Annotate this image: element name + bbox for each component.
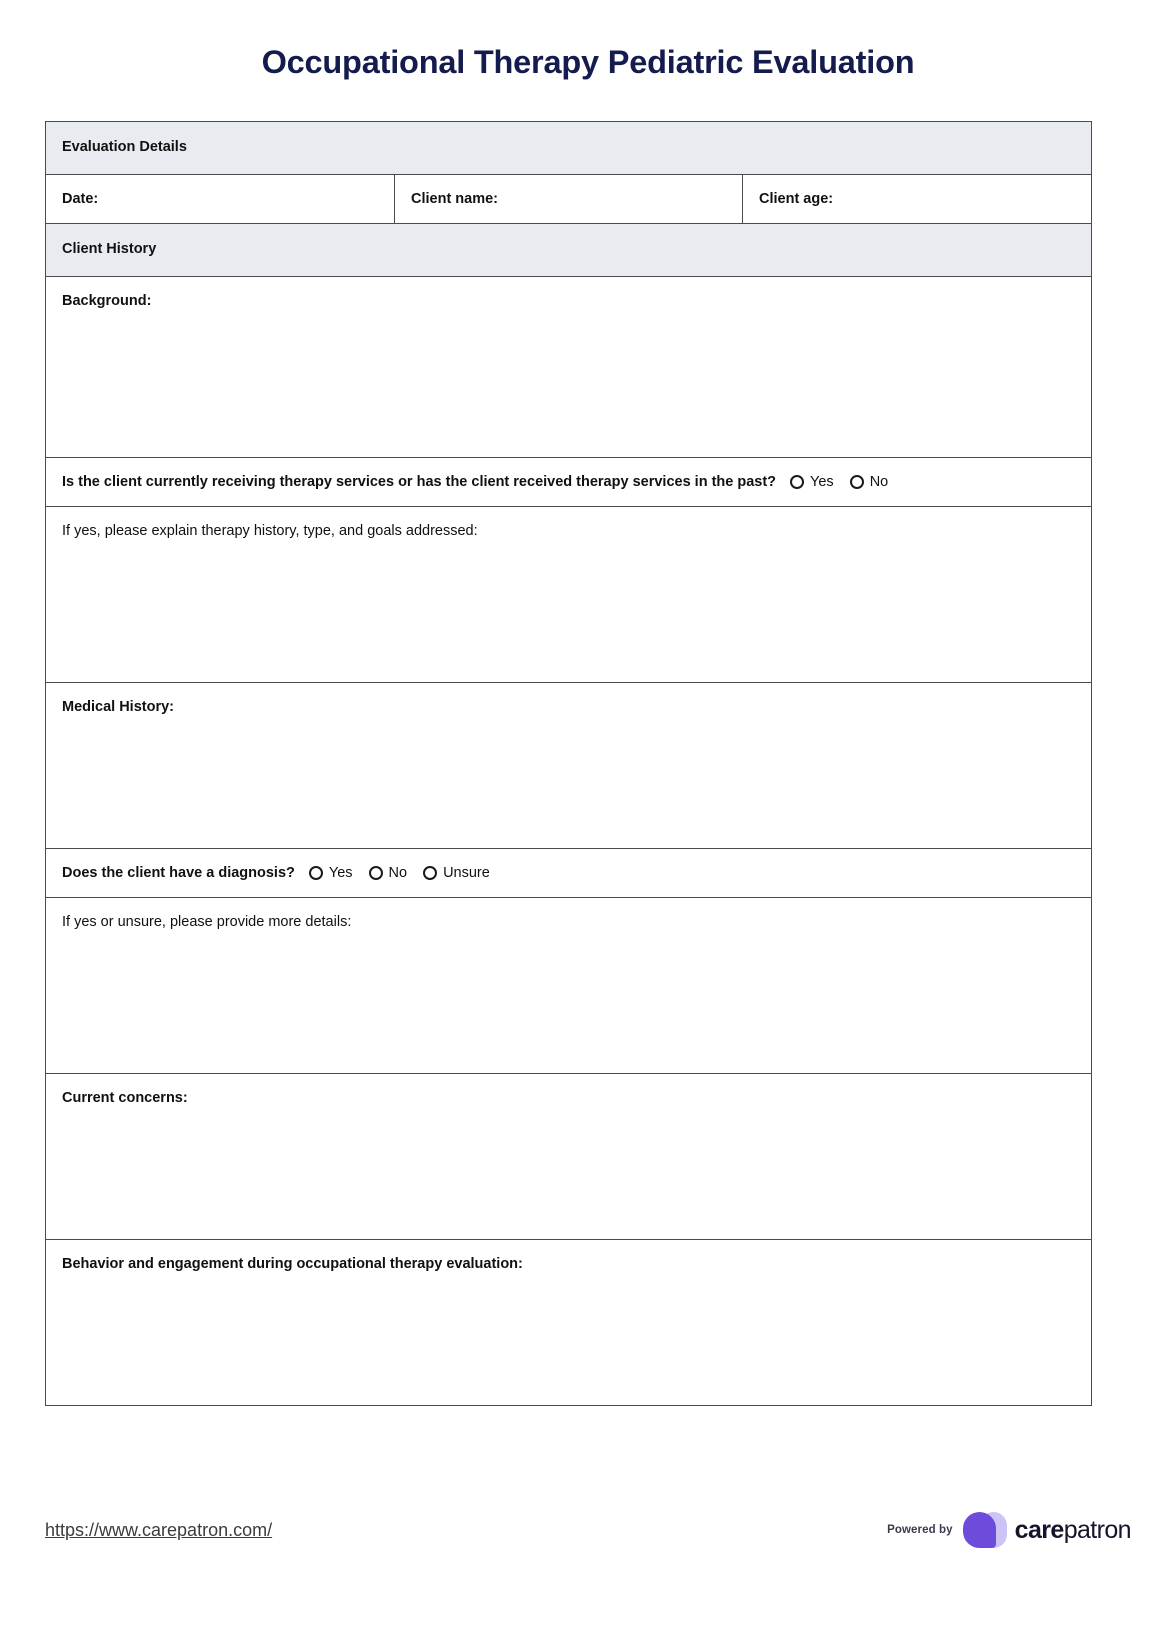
question-cell-diagnosis bbox=[46, 849, 1092, 898]
table-row-background bbox=[46, 277, 1092, 458]
field-label-therapy-explain: If yes, please explain therapy history, type, and goals addressed: bbox=[62, 523, 478, 539]
question-text-therapy-services: Is the client currently receiving therapy services or has the client received therapy services in the past? bbox=[62, 474, 777, 490]
field-cell-client-age[interactable] bbox=[743, 175, 1092, 224]
table-row-behavior-engagement bbox=[46, 1240, 1092, 1406]
field-cell-medical-history[interactable] bbox=[46, 683, 1092, 849]
table-row-current-concerns bbox=[46, 1074, 1092, 1240]
page-title: Occupational Therapy Pediatric Evaluation bbox=[261, 44, 915, 80]
page-footer bbox=[45, 1490, 1131, 1570]
logo-drop-shape bbox=[963, 1512, 996, 1548]
field-cell-background[interactable] bbox=[46, 277, 1092, 458]
field-label-medical-history: Medical History: bbox=[62, 699, 174, 715]
evaluation-form-table bbox=[45, 121, 1092, 1406]
table-row-diagnosis-question bbox=[46, 849, 1092, 898]
field-cell-current-concerns[interactable] bbox=[46, 1074, 1092, 1240]
radio-group-therapy-services bbox=[790, 474, 904, 490]
radio-label-diagnosis-no: No bbox=[388, 865, 408, 881]
table-row-therapy-question bbox=[46, 458, 1092, 507]
section-header-cell-client-history bbox=[46, 224, 1092, 277]
section-header-row-evaluation-details bbox=[46, 122, 1092, 175]
section-heading-evaluation-details: Evaluation Details bbox=[62, 139, 187, 155]
radio-option-diagnosis-no[interactable] bbox=[369, 865, 408, 881]
radio-circle-icon[interactable] bbox=[369, 866, 383, 880]
radio-group-diagnosis bbox=[309, 865, 506, 881]
radio-label-diagnosis-yes: Yes bbox=[328, 865, 353, 881]
carepatron-logo-icon bbox=[963, 1512, 1007, 1548]
carepatron-url-link[interactable]: https://www.carepatron.com/ bbox=[45, 1519, 273, 1540]
radio-label-therapy-no: No bbox=[869, 474, 889, 490]
field-cell-date[interactable] bbox=[46, 175, 395, 224]
section-header-row-client-history bbox=[46, 224, 1092, 277]
radio-label-therapy-yes: Yes bbox=[810, 474, 834, 490]
field-cell-client-name[interactable] bbox=[395, 175, 743, 224]
field-label-background: Background: bbox=[62, 293, 152, 309]
radio-circle-icon[interactable] bbox=[309, 866, 323, 880]
radio-option-diagnosis-yes[interactable] bbox=[309, 865, 353, 881]
field-label-behavior-engagement: Behavior and engagement during occupational therapy evaluation: bbox=[62, 1256, 523, 1272]
radio-option-therapy-no[interactable] bbox=[850, 474, 889, 490]
field-label-diagnosis-details: If yes or unsure, please provide more details: bbox=[62, 914, 352, 930]
field-cell-behavior-engagement[interactable] bbox=[46, 1240, 1092, 1406]
powered-by-label: Powered by bbox=[887, 1524, 953, 1536]
radio-circle-icon[interactable] bbox=[790, 475, 804, 489]
carepatron-wordmark bbox=[1015, 1516, 1131, 1545]
radio-label-diagnosis-unsure: Unsure bbox=[443, 865, 490, 881]
table-row-therapy-explain bbox=[46, 507, 1092, 683]
wordmark-patron: patron bbox=[1063, 1515, 1131, 1544]
field-cell-therapy-explain[interactable] bbox=[46, 507, 1092, 683]
field-label-current-concerns: Current concerns: bbox=[62, 1090, 188, 1106]
table-row-diagnosis-details bbox=[46, 898, 1092, 1074]
question-cell-therapy-services bbox=[46, 458, 1092, 507]
table-row-medical-history bbox=[46, 683, 1092, 849]
radio-option-diagnosis-unsure[interactable] bbox=[423, 865, 490, 881]
wordmark-care: care bbox=[1014, 1515, 1064, 1544]
field-label-client-age: Client age: bbox=[759, 191, 834, 207]
radio-circle-icon[interactable] bbox=[850, 475, 864, 489]
radio-circle-icon[interactable] bbox=[423, 866, 437, 880]
section-header-cell-evaluation-details bbox=[46, 122, 1092, 175]
section-heading-client-history: Client History bbox=[62, 241, 157, 257]
question-text-diagnosis: Does the client have a diagnosis? bbox=[62, 865, 295, 881]
field-label-client-name: Client name: bbox=[411, 191, 499, 207]
radio-option-therapy-yes[interactable] bbox=[790, 474, 834, 490]
table-row-identity-fields bbox=[46, 175, 1092, 224]
field-label-date: Date: bbox=[62, 191, 99, 207]
field-cell-diagnosis-details[interactable] bbox=[46, 898, 1092, 1074]
powered-by-carepatron bbox=[887, 1512, 1131, 1548]
